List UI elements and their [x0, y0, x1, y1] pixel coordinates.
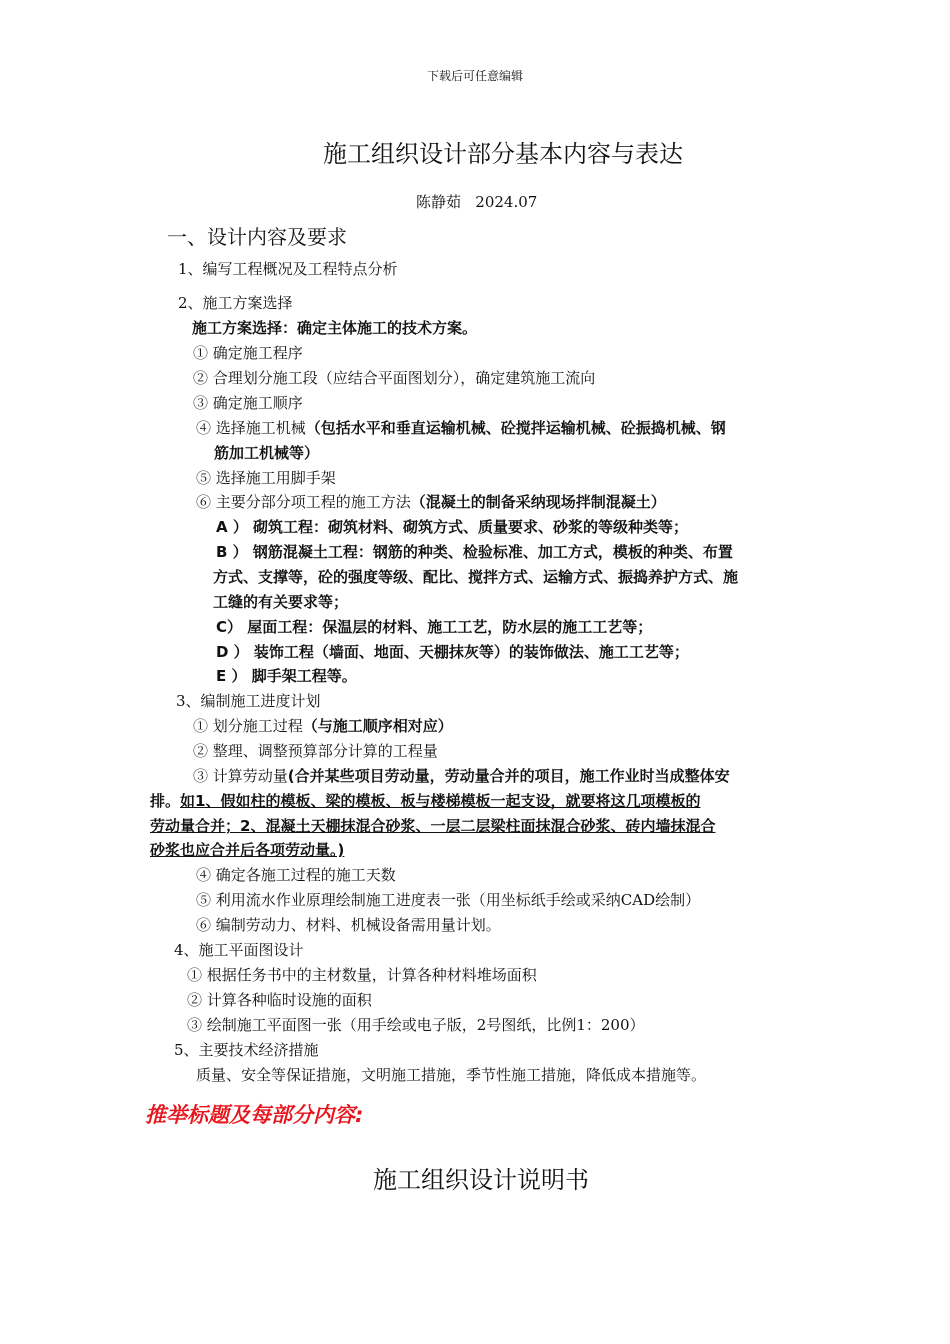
item4-s1: ① 根据任务书中的主材数量，计算各种材料堆场面积 [187, 966, 537, 984]
item2-subheading: 施工方案选择：确定主体施工的技术方案。 [192, 319, 478, 337]
item3-s3-line3: 劳动量合并；2、混凝土天棚抹混合砂浆、一层二层梁柱面抹混合砂浆、砖内墙抹混合 [150, 817, 716, 835]
item3-s3-line4: 砂浆也应合并后各项劳动量。) [150, 841, 345, 859]
item2-d: D ） 装饰工程（墙面、地面、天棚抹灰等）的装饰做法、施工工艺等； [216, 643, 689, 661]
item5-body: 质量、安全等保证措施，文明施工措施，季节性施工措施，降低成本措施等。 [196, 1066, 707, 1084]
item2-s6-bold: （混凝土的制备采纳现场拌制混凝土） [410, 493, 666, 511]
item3-s3-line [193, 767, 730, 785]
item2-s1: ① 确定施工程序 [193, 344, 303, 362]
red-heading: 推举标题及每部分内容: [145, 1103, 364, 1127]
page-title: 施工组织设计部分基本内容与表达 [323, 140, 683, 168]
item3-s1-bold: （与施工顺序相对应） [302, 717, 453, 735]
item3-heading: 3、编制施工进度计划 [176, 692, 321, 710]
item2-b3: 工缝的有关要求等； [213, 593, 349, 611]
bottom-title: 施工组织设计说明书 [373, 1166, 589, 1194]
item3-s5: ⑤ 利用流水作业原理绘制施工进度表一张（用坐标纸手绘或采纳CAD绘制） [196, 891, 701, 909]
item2-s3: ③ 确定施工顺序 [193, 394, 303, 412]
item2-s4-prefix: ④ 选择施工机械 [196, 419, 306, 437]
item3-s3-l2b: 如1、假如柱的模板、梁的模板、板与楼梯模板一起支设，就要将这几项模板的 [180, 792, 701, 810]
author-date: 陈静茹 2024.07 [416, 193, 538, 211]
item4-heading: 4、施工平面图设计 [174, 941, 304, 959]
item1: 1、编写工程概况及工程特点分析 [178, 260, 398, 278]
item3-s1-line [193, 717, 453, 735]
item5-heading: 5、主要技术经济措施 [174, 1041, 319, 1059]
item2-b1: B ） 钢筋混凝土工程：钢筋的种类、检验标准、加工方式，模板的种类、布置 [216, 543, 733, 561]
item2-s2: ② 合理划分施工段（应结合平面图划分），确定建筑施工流向 [193, 369, 596, 387]
item3-s6: ⑥ 编制劳动力、材料、机械设备需用量计划。 [196, 916, 501, 934]
item2-heading: 2、施工方案选择 [178, 294, 293, 312]
item3-s3-l2a: 排。 [150, 792, 181, 810]
item2-c: C） 屋面工程：保温层的材料、施工工艺，防水层的施工工艺等； [216, 618, 653, 636]
item2-s4-line [196, 419, 726, 437]
item2-s4-bold: （包括水平和垂直运输机械、砼搅拌运输机械、砼振捣机械、钢 [305, 419, 726, 437]
item2-a: A ） 砌筑工程：砌筑材料、砌筑方式、质量要求、砂浆的等级种类等； [216, 518, 689, 536]
item4-s3: ③ 绘制施工平面图一张（用手绘或电子版，2号图纸，比例1：200） [187, 1016, 645, 1034]
item3-s4: ④ 确定各施工过程的施工天数 [196, 866, 396, 884]
item2-s6-line [196, 493, 666, 511]
header-note: 下载后可任意编辑 [426, 69, 523, 83]
item3-s3-bold: (合并某些项目劳动量，劳动量合并的项目，施工作业时当成整体安 [287, 767, 730, 785]
item4-s2: ② 计算各种临时设施的面积 [187, 991, 372, 1009]
item2-s5: ⑤ 选择施工用脚手架 [196, 469, 336, 487]
item2-b2: 方式、支撑等，砼的强度等级、配比、搅拌方式、运输方式、振捣养护方式、施 [213, 568, 739, 586]
item3-s3-prefix: ③ 计算劳动量 [193, 767, 288, 785]
item3-s1-prefix: ① 划分施工过程 [193, 717, 303, 735]
item2-e: E ） 脚手架工程等。 [216, 667, 357, 685]
item2-s4-cont: 筋加工机械等） [214, 444, 320, 462]
item2-s6-prefix: ⑥ 主要分部分项工程的施工方法 [196, 493, 411, 511]
item3-s2: ② 整理、调整预算部分计算的工程量 [193, 742, 438, 760]
item3-s3-line2 [150, 792, 700, 810]
section1-heading: 一、设计内容及要求 [167, 225, 347, 249]
